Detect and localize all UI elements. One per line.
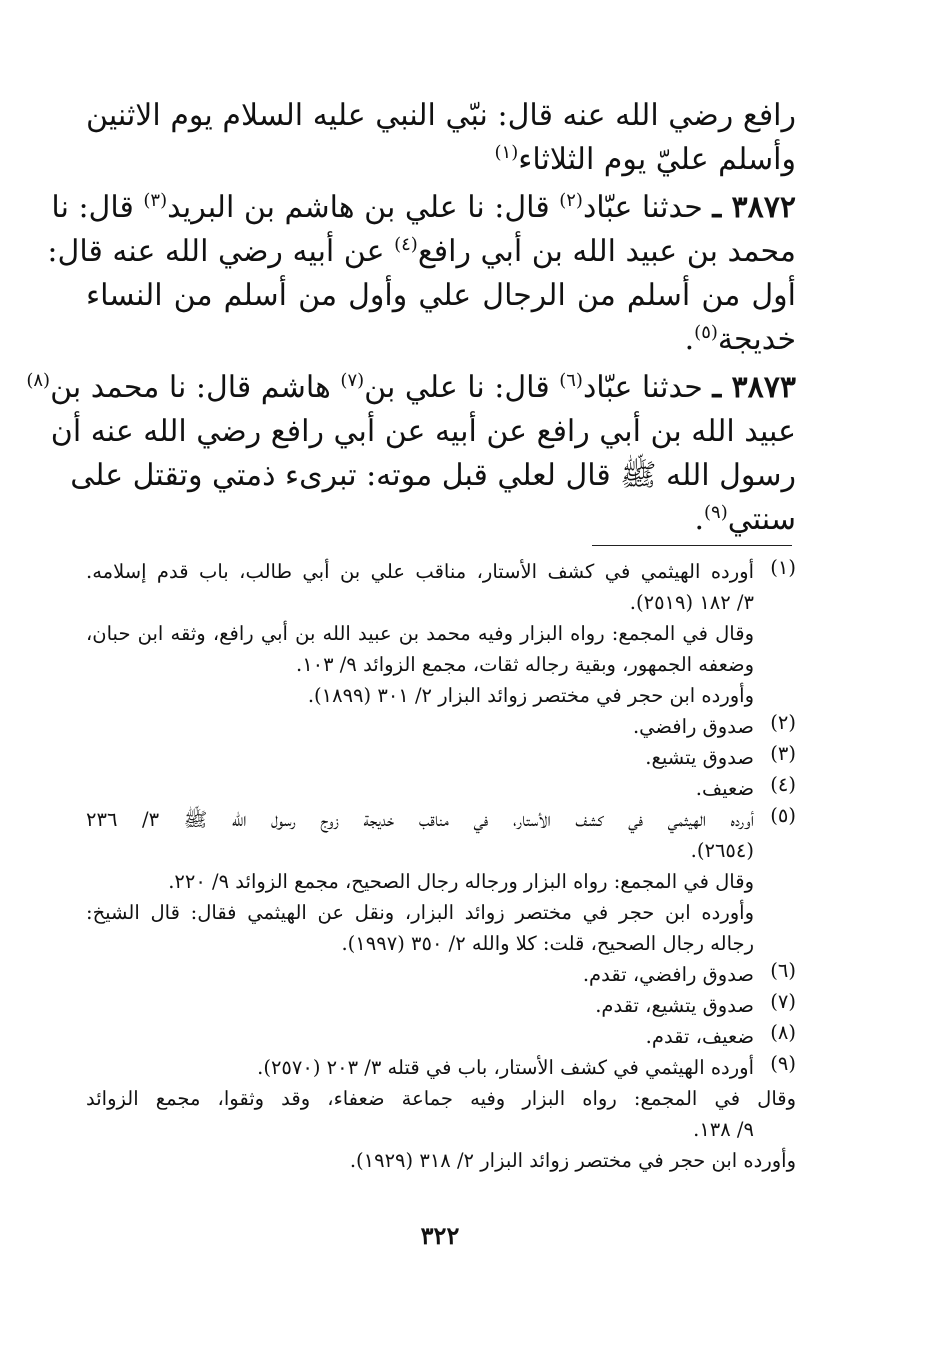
footnote-8 <box>86 1021 796 1052</box>
footnote-line: وأورده ابن حجر في مختصر زوائد البزار، ونقل عن الهيثمي فقال: قال الشيخ: <box>86 901 754 924</box>
footnote-line: صدوق يتشيع، تقدم. <box>595 994 754 1017</box>
text-run: قال: نا علي بن <box>364 370 560 405</box>
footnote-number: (٨) <box>770 1021 796 1044</box>
footnote-line: رجاله رجال الصحيح، قلت: كلا والله ٢/ ٣٥٠ (١٩٩٧). <box>341 932 754 955</box>
footnote-line: وقال في المجمع: رواه البزار وفيه محمد بن عبيد الله بن أبي رافع، وثقه ابن حبان، <box>86 622 754 645</box>
text-line <box>86 498 796 542</box>
footnote-number: (٤) <box>770 773 796 796</box>
footnote-9 <box>86 1052 796 1083</box>
text-line: عبيد الله بن أبي رافع عن أبيه عن أبي رافع رضي الله عنه أن <box>50 414 796 449</box>
footnote-ref: (٢) <box>559 190 583 211</box>
footnote-body <box>86 804 754 959</box>
text-run: عن أبيه رضي الله عنه قال: <box>47 234 395 269</box>
footnote-body <box>86 556 754 711</box>
text-line: رسول الله ﷺ قال لعلي قبل موته: تبرىء ذمتي وتقتل على <box>70 458 796 493</box>
footnote-ref: (٣) <box>143 190 168 211</box>
text-line: أول من أسلم من الرجال علي وأول من أسلم من النساء <box>86 278 796 313</box>
footnote-line: أورده الهيثمي في كشف الأستار، مناقب علي بن أبي طالب، باب قدم إسلامه. <box>86 560 754 583</box>
footnote-ref: (٦) <box>559 370 583 391</box>
main-text <box>26 94 796 546</box>
footnote-line: (٢٦٥٤). <box>690 839 754 862</box>
footnote-number: (٥) <box>770 804 796 827</box>
text-run: حدثنا عبّاد <box>582 190 703 225</box>
footnote-ref: (٤) <box>394 234 418 255</box>
footnote-line: صدوق رافضي، تقدم. <box>582 963 754 986</box>
hadith-number: ٣٨٧٢ ـ <box>712 190 796 225</box>
footnote-line: أورده الهيثمي في كشف الأستار، باب في قتله ٣/ ٢٠٣ (٢٥٧٠). <box>257 1056 754 1079</box>
footnote-line: ضعيف. <box>695 777 754 800</box>
footnote-ref: (٧) <box>340 370 365 391</box>
footnote-line: وضعفه الجمهور، وبقية رجاله ثقات، مجمع الزوائد ٩/ ١٠٣. <box>295 653 754 676</box>
text-line <box>47 230 796 274</box>
page-number: ٣٢٢ <box>420 1221 460 1250</box>
footnote-line: وأورده ابن حجر في مختصر زوائد البزار ٢/ ٣٠١ (١٨٩٩). <box>307 684 754 707</box>
footnote-number: (٣) <box>770 742 796 765</box>
footnote-2 <box>86 711 796 742</box>
footnote-line: ٣/ ١٨٢ (٢٥١٩). <box>629 591 754 614</box>
footnote-line: أورده الهيثمي في كشف الأستار، في مناقب خديجة زوج رسول الله ﷺ ٣/ ٢٣٦ <box>86 808 754 831</box>
text-line <box>26 366 796 410</box>
text-line <box>86 318 796 362</box>
footnote-1 <box>86 556 796 711</box>
footnote-number: (١) <box>770 556 796 579</box>
text-run: سنتي <box>727 502 796 537</box>
footnote-line: وقال في المجمع: رواه البزار ورجاله رجال الصحيح، مجمع الزوائد ٩/ ٢٢٠. <box>168 870 754 893</box>
hadith-3873 <box>26 366 796 542</box>
text-run: خديجة <box>717 322 796 357</box>
footnote-number: (٢) <box>770 711 796 734</box>
footnote-7 <box>86 990 796 1021</box>
footnote-line: ضعيف، تقدم. <box>645 1025 754 1048</box>
footnote-4 <box>86 773 796 804</box>
footnote-ref: (٨) <box>26 370 51 391</box>
text-run: محمد بن عبيد الله بن أبي رافع <box>417 234 796 269</box>
footnote-6 <box>86 959 796 990</box>
text-run: . <box>684 322 695 357</box>
hadith-number: ٣٨٧٣ ـ <box>712 370 796 405</box>
footnote-separator <box>592 545 792 546</box>
text-line <box>86 138 796 182</box>
footnotes <box>86 556 796 1176</box>
footnote-line: ٩/ ١٣٨. <box>693 1118 754 1141</box>
text-run: وأسلم عليّ يوم الثلاثاء <box>518 142 796 177</box>
text-run: قال: نا علي بن هاشم بن البريد <box>167 190 560 225</box>
footnote-line: صدوق رافضي. <box>632 715 754 738</box>
footnote-number: (٩) <box>770 1052 796 1075</box>
text-run: حدثنا عبّاد <box>582 370 703 405</box>
hadith-continuation <box>86 94 796 182</box>
footnote-line: وأورده ابن حجر في مختصر زوائد البزار ٢/ ٣١٨ (١٩٢٩). <box>349 1149 796 1172</box>
footnote-ref: (٩) <box>704 502 728 523</box>
footnote-ref: (١) <box>494 142 519 163</box>
footnote-3 <box>86 742 796 773</box>
footnote-line: صدوق يتشيع. <box>645 746 754 769</box>
text-run: هاشم قال: نا محمد بن <box>50 370 341 405</box>
footnote-5 <box>86 804 796 959</box>
text-line: رافع رضي الله عنه قال: نبّي النبي عليه السلام يوم الاثنين <box>86 98 796 133</box>
text-run: . <box>694 502 705 537</box>
text-line <box>51 186 796 230</box>
hadith-3872 <box>47 186 796 362</box>
footnote-line: وقال في المجمع: رواه البزار وفيه جماعة ضعفاء، وقد وثقوا، مجمع الزوائد <box>86 1087 796 1110</box>
footnote-number: (٧) <box>770 990 796 1013</box>
text-run: قال: نا <box>51 190 144 225</box>
footnote-number: (٦) <box>770 959 796 982</box>
footnote-ref: (٥) <box>694 322 718 343</box>
